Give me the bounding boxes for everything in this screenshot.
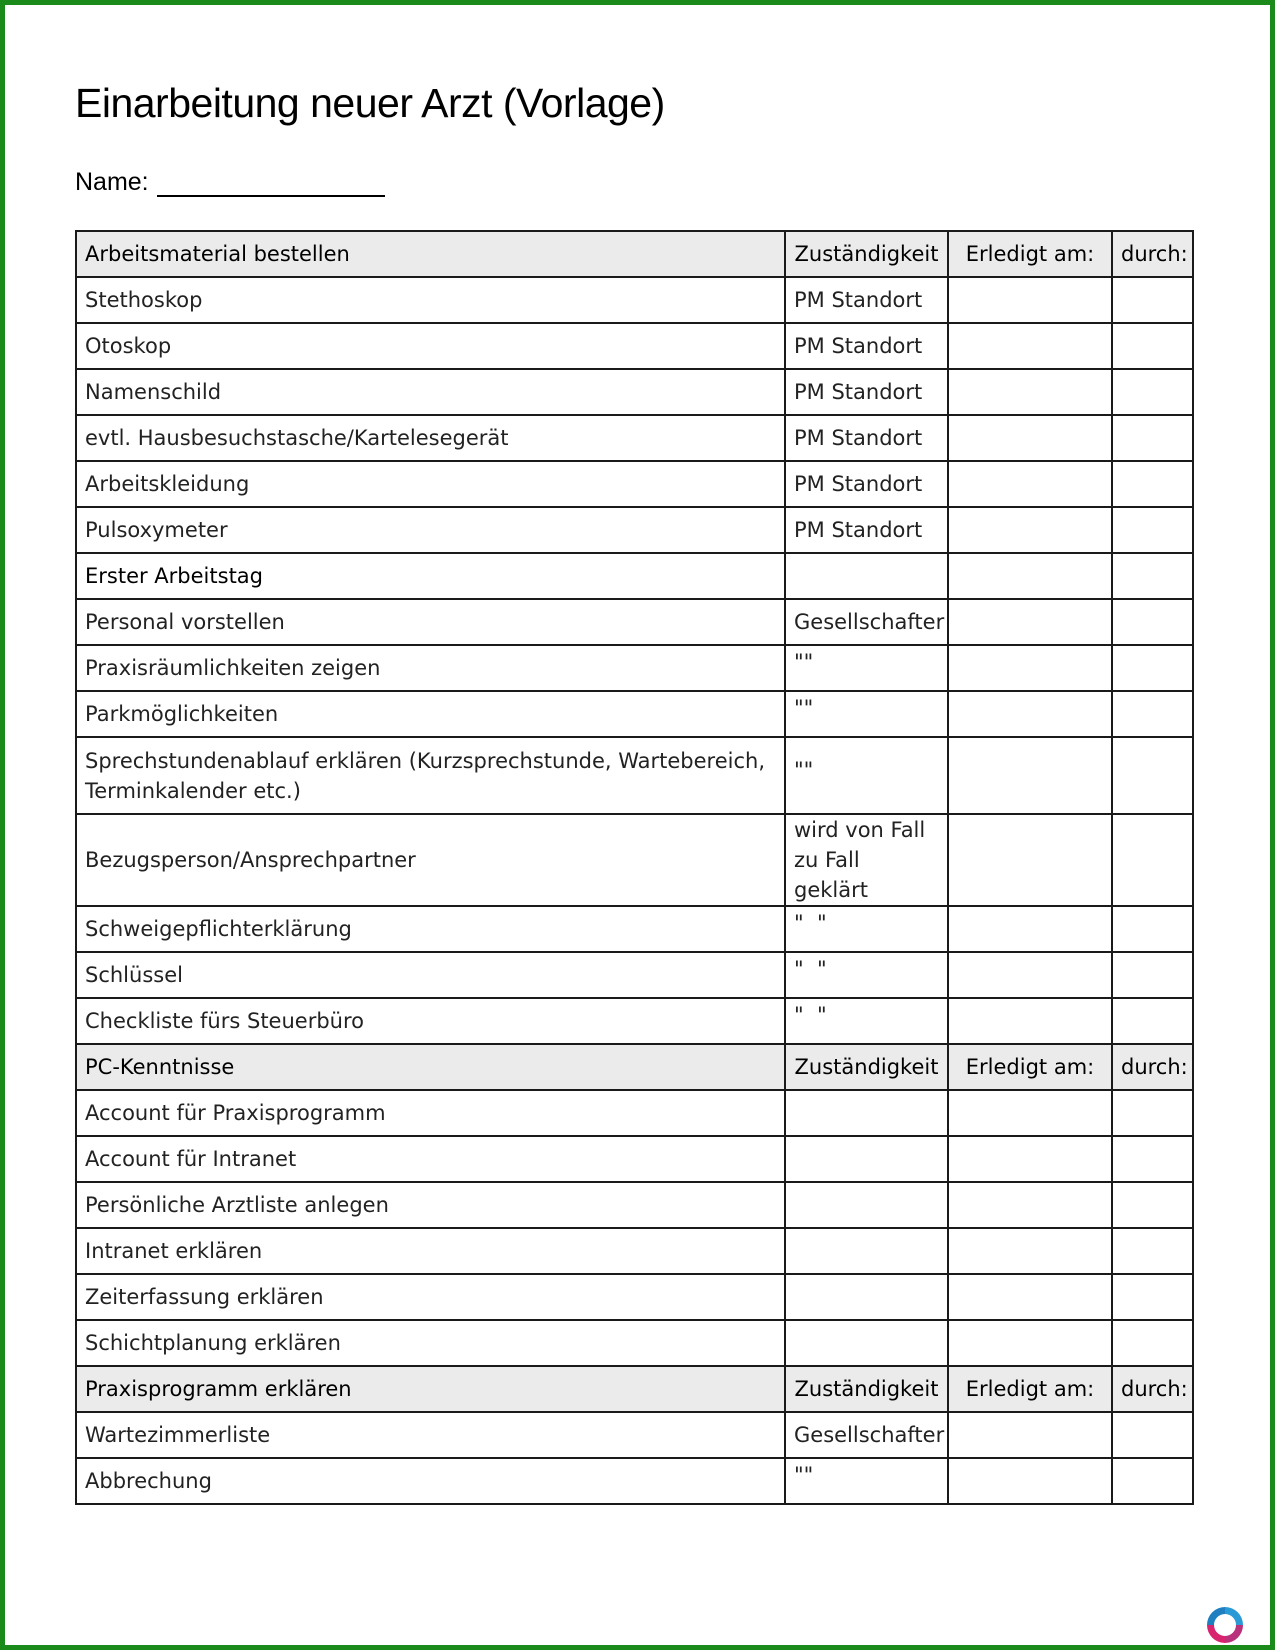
task-cell: Wartezimmerliste bbox=[76, 1412, 785, 1458]
done-by-cell[interactable] bbox=[1112, 645, 1193, 691]
done-on-cell[interactable] bbox=[948, 1228, 1112, 1274]
section-header-row bbox=[76, 1366, 1193, 1412]
done-by-cell[interactable] bbox=[1112, 323, 1193, 369]
table-row bbox=[76, 415, 1193, 461]
column-header-done-on: Erledigt am: bbox=[948, 1044, 1112, 1090]
ditto-mark: "" bbox=[794, 1463, 814, 1487]
task-cell: Namenschild bbox=[76, 369, 785, 415]
done-by-cell[interactable] bbox=[1112, 415, 1193, 461]
ditto-mark: "" bbox=[794, 757, 814, 782]
task-cell: Pulsoxymeter bbox=[76, 507, 785, 553]
done-by-cell[interactable] bbox=[1112, 1136, 1193, 1182]
responsible-cell bbox=[785, 737, 948, 814]
responsible-cell: PM Standort bbox=[785, 507, 948, 553]
column-header-responsibility: Zuständigkeit bbox=[785, 231, 948, 277]
task-cell: Arbeitskleidung bbox=[76, 461, 785, 507]
done-on-cell[interactable] bbox=[948, 1412, 1112, 1458]
done-on-cell[interactable] bbox=[948, 645, 1112, 691]
done-on-cell[interactable] bbox=[948, 1320, 1112, 1366]
table-row bbox=[76, 1458, 1193, 1504]
task-cell: Otoskop bbox=[76, 323, 785, 369]
table-row bbox=[76, 599, 1193, 645]
done-by-cell[interactable] bbox=[1112, 369, 1193, 415]
table-row bbox=[76, 277, 1193, 323]
task-cell: Schlüssel bbox=[76, 952, 785, 998]
done-on-cell[interactable] bbox=[948, 998, 1112, 1044]
responsible-cell bbox=[785, 952, 948, 998]
responsible-cell: Gesellschafter bbox=[785, 599, 948, 645]
name-blank-line[interactable] bbox=[157, 169, 385, 197]
column-header-done-on: Erledigt am: bbox=[948, 1366, 1112, 1412]
table-row bbox=[76, 645, 1193, 691]
table-row bbox=[76, 507, 1193, 553]
done-on-cell[interactable] bbox=[948, 553, 1112, 599]
table-row bbox=[76, 1412, 1193, 1458]
ditto-mark: "" bbox=[794, 650, 814, 674]
done-on-cell[interactable] bbox=[948, 1182, 1112, 1228]
done-on-cell[interactable] bbox=[948, 323, 1112, 369]
done-on-cell[interactable] bbox=[948, 814, 1112, 906]
task-cell: Account für Praxisprogramm bbox=[76, 1090, 785, 1136]
done-on-cell[interactable] bbox=[948, 369, 1112, 415]
task-cell: Abbrechung bbox=[76, 1458, 785, 1504]
done-on-cell[interactable] bbox=[948, 906, 1112, 952]
task-cell: Bezugsperson/Ansprechpartner bbox=[76, 814, 785, 906]
done-by-cell[interactable] bbox=[1112, 906, 1193, 952]
done-on-cell[interactable] bbox=[948, 737, 1112, 814]
done-by-cell[interactable] bbox=[1112, 1320, 1193, 1366]
section-header-row bbox=[76, 231, 1193, 277]
done-by-cell[interactable] bbox=[1112, 1412, 1193, 1458]
done-on-cell[interactable] bbox=[948, 415, 1112, 461]
ditto-mark: " " bbox=[794, 957, 827, 981]
section-heading: Erster Arbeitstag bbox=[76, 553, 785, 599]
done-by-cell[interactable] bbox=[1112, 599, 1193, 645]
column-header-responsibility: Zuständigkeit bbox=[785, 1044, 948, 1090]
responsible-cell bbox=[785, 998, 948, 1044]
done-on-cell[interactable] bbox=[948, 952, 1112, 998]
done-by-cell[interactable] bbox=[1112, 1090, 1193, 1136]
column-header-by: durch: bbox=[1112, 1366, 1193, 1412]
ditto-mark: " " bbox=[794, 911, 827, 935]
done-by-cell[interactable] bbox=[1112, 737, 1193, 814]
table-row bbox=[76, 952, 1193, 998]
table-row bbox=[76, 323, 1193, 369]
page-title: Einarbeitung neuer Arzt (Vorlage) bbox=[75, 80, 665, 126]
column-header-done-on: Erledigt am: bbox=[948, 231, 1112, 277]
responsible-cell: PM Standort bbox=[785, 461, 948, 507]
responsible-cell bbox=[785, 1458, 948, 1504]
responsible-cell: PM Standort bbox=[785, 277, 948, 323]
table-row bbox=[76, 906, 1193, 952]
section-header-row bbox=[76, 1044, 1193, 1090]
name-label: Name: bbox=[75, 168, 149, 196]
task-cell: Praxisräumlichkeiten zeigen bbox=[76, 645, 785, 691]
done-on-cell[interactable] bbox=[948, 1458, 1112, 1504]
done-by-cell[interactable] bbox=[1112, 814, 1193, 906]
table-row bbox=[76, 737, 1193, 814]
task-cell: Persönliche Arztliste anlegen bbox=[76, 1182, 785, 1228]
task-cell: Schweigepflichterklärung bbox=[76, 906, 785, 952]
task-cell: Intranet erklären bbox=[76, 1228, 785, 1274]
task-cell: Schichtplanung erklären bbox=[76, 1320, 785, 1366]
name-field bbox=[75, 168, 385, 197]
done-by-cell[interactable] bbox=[1112, 1228, 1193, 1274]
responsible-cell: Gesellschafter bbox=[785, 1412, 948, 1458]
onboarding-checklist-table bbox=[75, 230, 1194, 1505]
responsible-cell: PM Standort bbox=[785, 369, 948, 415]
circular-arrows-logo-icon bbox=[1203, 1603, 1247, 1647]
responsible-cell[interactable] bbox=[785, 1228, 948, 1274]
task-cell: Checkliste fürs Steuerbüro bbox=[76, 998, 785, 1044]
table-row bbox=[76, 1274, 1193, 1320]
column-header-by: durch: bbox=[1112, 1044, 1193, 1090]
task-cell: Parkmöglichkeiten bbox=[76, 691, 785, 737]
ditto-mark: " " bbox=[794, 1003, 827, 1027]
done-by-cell[interactable] bbox=[1112, 1458, 1193, 1504]
done-on-cell[interactable] bbox=[948, 461, 1112, 507]
responsible-cell[interactable] bbox=[785, 1320, 948, 1366]
done-by-cell[interactable] bbox=[1112, 461, 1193, 507]
responsible-cell: PM Standort bbox=[785, 323, 948, 369]
done-on-cell[interactable] bbox=[948, 1274, 1112, 1320]
table-row bbox=[76, 814, 1193, 906]
responsible-cell bbox=[785, 906, 948, 952]
table-row bbox=[76, 461, 1193, 507]
done-on-cell[interactable] bbox=[948, 277, 1112, 323]
done-on-cell[interactable] bbox=[948, 1136, 1112, 1182]
responsible-cell bbox=[785, 553, 948, 599]
table-row bbox=[76, 1228, 1193, 1274]
table-row bbox=[76, 1090, 1193, 1136]
table-row bbox=[76, 369, 1193, 415]
done-by-cell[interactable] bbox=[1112, 1182, 1193, 1228]
table-row bbox=[76, 1182, 1193, 1228]
responsible-cell[interactable] bbox=[785, 1090, 948, 1136]
responsible-cell[interactable] bbox=[785, 1274, 948, 1320]
done-by-cell[interactable] bbox=[1112, 277, 1193, 323]
task-cell: Personal vorstellen bbox=[76, 599, 785, 645]
done-on-cell[interactable] bbox=[948, 507, 1112, 553]
section-heading: Arbeitsmaterial bestellen bbox=[76, 231, 785, 277]
done-by-cell[interactable] bbox=[1112, 952, 1193, 998]
section-subheading-row bbox=[76, 553, 1193, 599]
column-header-by: durch: bbox=[1112, 231, 1193, 277]
done-on-cell[interactable] bbox=[948, 691, 1112, 737]
done-by-cell[interactable] bbox=[1112, 998, 1193, 1044]
table-row bbox=[76, 1320, 1193, 1366]
section-heading: Praxisprogramm erklären bbox=[76, 1366, 785, 1412]
done-by-cell[interactable] bbox=[1112, 507, 1193, 553]
section-heading: PC-Kenntnisse bbox=[76, 1044, 785, 1090]
task-cell: Account für Intranet bbox=[76, 1136, 785, 1182]
column-header-responsibility: Zuständigkeit bbox=[785, 1366, 948, 1412]
responsible-cell[interactable] bbox=[785, 1136, 948, 1182]
responsible-cell[interactable] bbox=[785, 1182, 948, 1228]
done-on-cell[interactable] bbox=[948, 1090, 1112, 1136]
table-row bbox=[76, 998, 1193, 1044]
task-cell: Stethoskop bbox=[76, 277, 785, 323]
table-row bbox=[76, 1136, 1193, 1182]
table-row bbox=[76, 691, 1193, 737]
task-cell: Sprechstundenablauf erklären (Kurzsprechstunde, Wartebereich, Terminkalender etc.) bbox=[76, 737, 785, 814]
done-by-cell[interactable] bbox=[1112, 553, 1193, 599]
responsible-cell bbox=[785, 691, 948, 737]
responsible-cell: wird von Fall zu Fall geklärt bbox=[785, 814, 948, 906]
responsible-cell bbox=[785, 645, 948, 691]
task-cell: Zeiterfassung erklären bbox=[76, 1274, 785, 1320]
responsible-cell: PM Standort bbox=[785, 415, 948, 461]
done-on-cell[interactable] bbox=[948, 599, 1112, 645]
task-cell: evtl. Hausbesuchstasche/Kartelesegerät bbox=[76, 415, 785, 461]
done-by-cell[interactable] bbox=[1112, 691, 1193, 737]
done-by-cell[interactable] bbox=[1112, 1274, 1193, 1320]
ditto-mark: "" bbox=[794, 696, 814, 720]
